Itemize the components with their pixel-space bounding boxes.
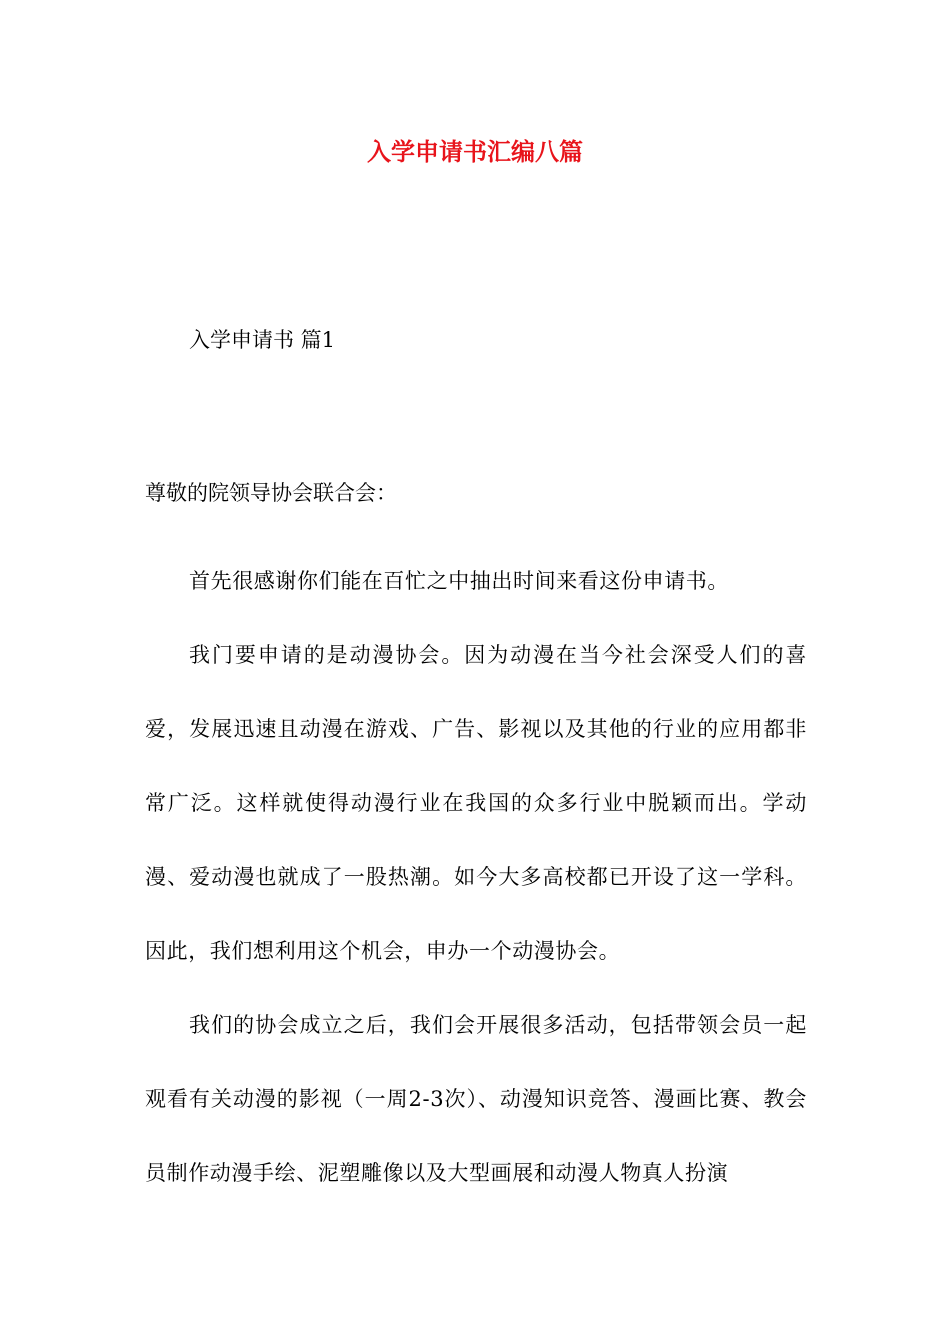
salutation: 尊敬的院领导协会联合会： bbox=[145, 481, 397, 505]
document-body bbox=[145, 544, 807, 1210]
section-heading: 入学申请书 篇1 bbox=[189, 328, 336, 352]
paragraph-thanks: 首先很感谢你们能在百忙之中抽出时间来看这份申请书。 bbox=[189, 569, 729, 593]
document-title: 入学申请书汇编八篇 bbox=[367, 138, 583, 166]
paragraph-purpose: 我门要申请的是动漫协会。因为动漫在当今社会深受人们的喜爱，发展迅速且动漫在游戏、广告、影视以及其他的行业的应用都非常广泛。这样就使得动漫行业在我国的众多行业中脱颖而出。学动漫、爱动漫也就成了一股热潮。如今大多高校都已开设了这一学科。因此，我们想利用这个机会，申办一个动漫协会。 bbox=[145, 643, 807, 963]
paragraph-activities: 我们的协会成立之后，我们会开展很多活动，包括带领会员一起观看有关动漫的影视（一周2-3次）、动漫知识竞答、漫画比赛、教会员制作动漫手绘、泥塑雕像以及大型画展和动漫人物真人扮演 bbox=[145, 1013, 807, 1185]
